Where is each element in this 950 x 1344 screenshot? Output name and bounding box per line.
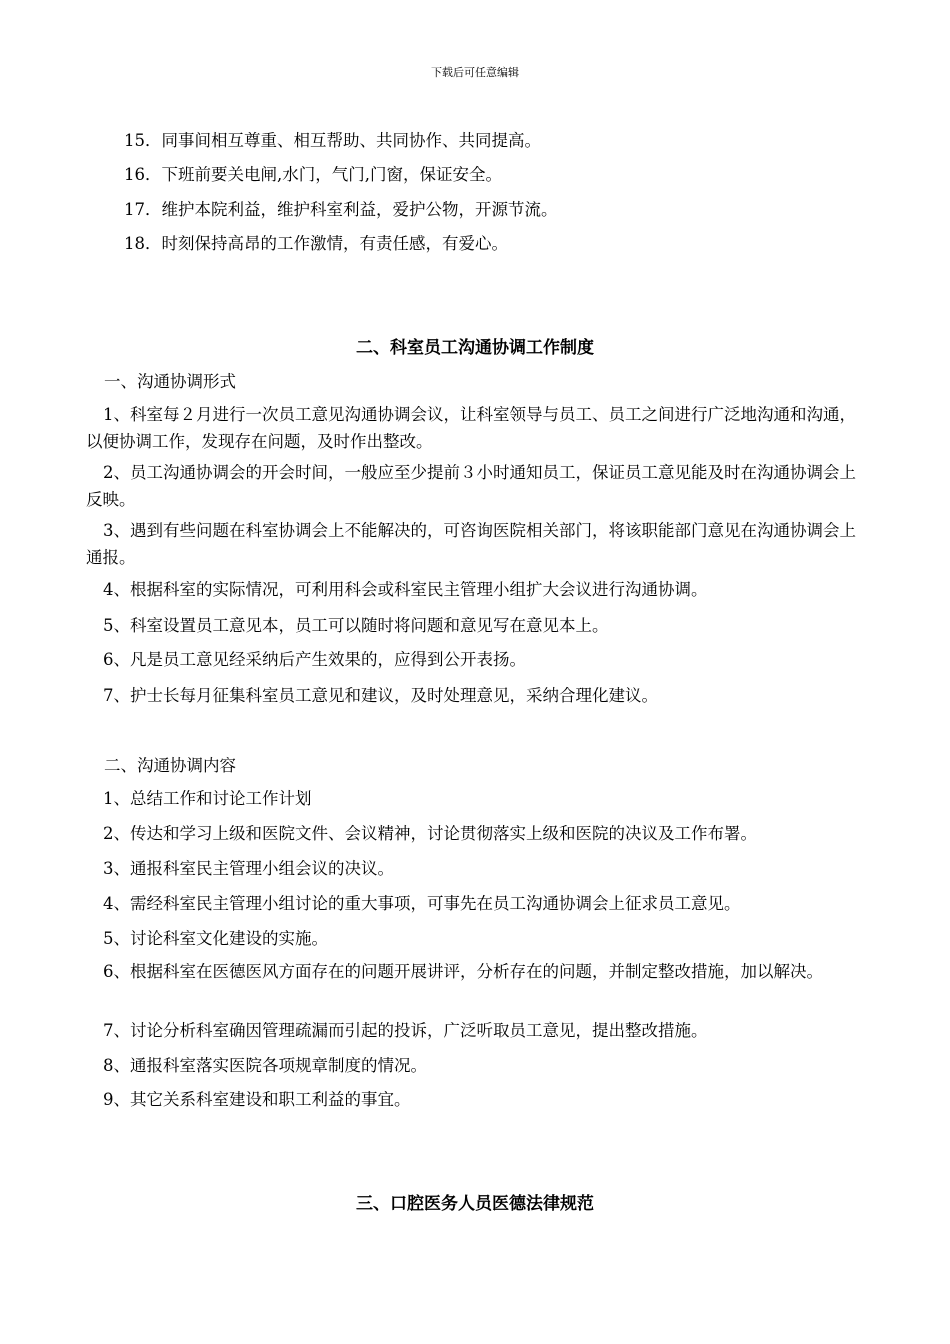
paragraph: 3、遇到有些问题在科室协调会上不能解决的，可咨询医院相关部门，将该职能部门意见在沟通协调会上通报。 — [86, 521, 856, 567]
paragraph: 1、科室每２月进行一次员工意见沟通协调会议，让科室领导与员工、员工之间进行广泛地沟通和沟通，以便协调工作，发现存在问题，及时作出整改。 — [86, 405, 856, 451]
subsection-title: 一、沟通协调形式 — [104, 372, 236, 391]
subsection-title: 二、沟通协调内容 — [104, 756, 236, 775]
paragraph: 1、总结工作和讨论工作计划 — [103, 789, 312, 808]
paragraph: 2、传达和学习上级和医院文件、会议精神，讨论贯彻落实上级和医院的决议及工作布署。 — [103, 824, 757, 843]
paragraph: 2、员工沟通协调会的开会时间，一般应至少提前３小时通知员工，保证员工意见能及时在沟通协调会上反映。 — [86, 463, 856, 509]
paragraph: 3、通报科室民主管理小组会议的决议。 — [103, 859, 394, 878]
page-header: 下载后可任意编辑 — [431, 66, 519, 79]
paragraph: 6、根据科室在医德医风方面存在的问题开展讲评，分析存在的问题，并制定整改措施，加以解决。 — [103, 962, 823, 981]
list-item: 17．维护本院利益，维护科室利益，爱护公物，开源节流。 — [124, 200, 558, 219]
paragraph: 4、需经科室民主管理小组讨论的重大事项，可事先在员工沟通协调会上征求员工意见。 — [103, 894, 741, 913]
list-item: 18．时刻保持高昂的工作激情，有责任感，有爱心。 — [124, 234, 508, 253]
paragraph: 5、讨论科室文化建设的实施。 — [103, 929, 328, 948]
paragraph: 9、其它关系科室建设和职工利益的事宜。 — [103, 1090, 411, 1109]
section-heading: 二、科室员工沟通协调工作制度 — [356, 338, 594, 358]
list-item: 15．同事间相互尊重、相互帮助、共同协作、共同提高。 — [124, 131, 541, 150]
list-item: 16．下班前要关电闸,水门，气门,门窗，保证安全。 — [124, 165, 502, 184]
paragraph: 8、通报科室落实医院各项规章制度的情况。 — [103, 1056, 427, 1075]
paragraph: 4、根据科室的实际情况，可利用科会或科室民主管理小组扩大会议进行沟通协调。 — [103, 580, 708, 599]
paragraph: 7、护士长每月征集科室员工意见和建议，及时处理意见，采纳合理化建议。 — [103, 686, 658, 705]
paragraph: 6、凡是员工意见经采纳后产生效果的，应得到公开表扬。 — [103, 650, 526, 669]
section-heading: 三、口腔医务人员医德法律规范 — [356, 1194, 594, 1214]
paragraph: 5、科室设置员工意见本，员工可以随时将问题和意见写在意见本上。 — [103, 616, 609, 635]
paragraph: 7、讨论分析科室确因管理疏漏而引起的投诉，广泛听取员工意见，提出整改措施。 — [103, 1021, 708, 1040]
